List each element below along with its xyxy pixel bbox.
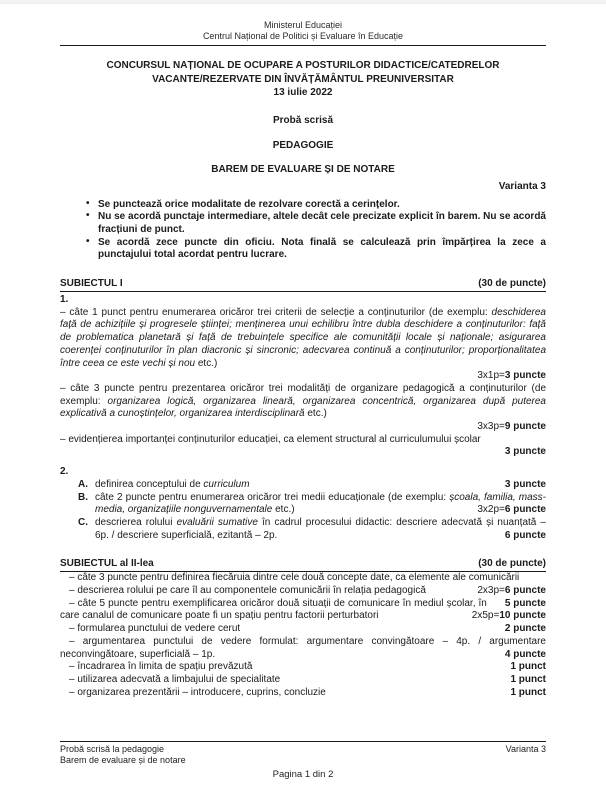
scoring-item — [60, 492, 546, 517]
criterion-text: – argumentarea punctului de vedere formulat: argumentare convingătoare – 4p. / argumentare neconvingătoare, superficială – 1p. — [60, 635, 546, 660]
score-line — [60, 446, 546, 459]
note-text: Nu se acordă punctaje intermediare, altele decât cele precizate explicit în barem. Nu se acordă fracțiuni de punct. — [98, 211, 546, 235]
score-value: 5 puncte — [504, 597, 546, 609]
scoring-item — [60, 598, 546, 623]
center-name: Centrul Național de Politici și Evaluare în Educație — [202, 31, 404, 41]
score-multiplier: 2x3p= — [477, 585, 505, 597]
criterion-text: – câte 1 punct pentru enumerarea oricăror trei criterii de selecție a conținuturilor (de exemplu: — [60, 306, 492, 318]
score — [477, 504, 546, 517]
variant-label: Varianta 3 — [498, 180, 546, 192]
score — [463, 610, 546, 623]
general-note — [60, 237, 546, 262]
score — [501, 687, 546, 700]
section-points: (30 de puncte) — [478, 278, 546, 290]
score-value: 3 puncte — [504, 446, 546, 458]
note-text: Se acordă zece puncte din oficiu. Nota finală se calculează prin împărțirea la zece a punctajului total acordat pentru lucrare. — [98, 236, 546, 261]
criterion-text: – încadrarea în limita de spațiu prevăzută — [69, 661, 253, 673]
scoring-item — [60, 623, 546, 636]
score — [501, 674, 546, 687]
example-text: curriculum — [203, 478, 250, 490]
criterion-text: câte 2 puncte pentru enumerarea oricăror trei medii educaționale (de exemplu: — [95, 491, 450, 503]
section-title: SUBIECTUL I — [60, 278, 123, 290]
contest-date: 13 iulie 2022 — [273, 87, 333, 98]
score — [496, 649, 546, 662]
score-value: 6 puncte — [504, 504, 546, 516]
scoring-item — [60, 307, 546, 371]
criterion-text: – formularea punctului de vedere cerut — [69, 623, 241, 635]
footer-row — [60, 744, 546, 766]
score-value: 3 puncte — [504, 370, 546, 382]
letterhead-rule — [60, 45, 546, 46]
criterion-text: definirea conceptului de — [95, 478, 204, 490]
criterion-text: – evidențierea importanței conținuturilor educației, ca element structural al curriculumului școlar — [60, 433, 481, 445]
letterhead — [60, 20, 546, 46]
score-value: 9 puncte — [504, 421, 546, 433]
discipline-name: PEDAGOGIE — [272, 139, 334, 151]
score-line — [60, 421, 546, 434]
page-content — [0, 4, 606, 699]
example-text: evaluării sumative — [176, 516, 258, 528]
score — [496, 623, 546, 636]
criterion-text: – câte 3 puncte pentru prezentarea oricăror trei modalități de organizare pedagogică a conținuturilor (de exemplu: — [60, 382, 546, 407]
score — [505, 479, 546, 492]
score-multiplier: 3x1p= — [477, 370, 505, 382]
general-note — [60, 199, 546, 212]
score — [477, 370, 546, 381]
scoring-item — [60, 479, 546, 492]
footer-rule — [60, 741, 546, 742]
page-footer — [60, 741, 546, 780]
score — [477, 421, 546, 432]
criterion-text: etc.) — [272, 504, 295, 516]
page-number: Pagina 1 din 2 — [272, 769, 334, 780]
score — [501, 661, 546, 674]
scoring-item — [60, 661, 546, 674]
scoring-item — [60, 674, 546, 687]
section — [60, 557, 546, 699]
sections — [60, 277, 546, 699]
note-text: Se punctează orice modalitate de rezolvare corectă a cerințelor. — [98, 198, 400, 210]
score-value: 10 puncte — [499, 610, 546, 622]
footer-exam-line: Probă scrisă la pedagogie — [60, 744, 165, 754]
score-value: 1 punct — [510, 686, 546, 698]
item-label: 2. — [60, 466, 69, 478]
general-note — [60, 211, 546, 236]
criterion-text: – câte 3 puncte pentru definirea fiecăruia dintre cele două concepte date, ca elemente ale comunicării — [69, 572, 520, 584]
score-value: 1 punct — [510, 661, 546, 673]
score — [496, 598, 546, 611]
score — [505, 530, 546, 543]
section-heading — [60, 557, 546, 572]
ministry-name: Ministerul Educației — [263, 20, 343, 30]
score-multiplier: 2x5p= — [471, 610, 500, 622]
scoring-item — [60, 517, 546, 542]
item-letter: C. — [78, 516, 88, 528]
score-multiplier: 3x2p= — [477, 504, 505, 516]
scoring-item — [60, 636, 546, 661]
scoring-item — [60, 383, 546, 421]
contest-title-line1: CONCURSUL NAȚIONAL DE OCUPARE A POSTURILOR DIDACTICE/CATEDRELOR — [106, 60, 500, 71]
score-value: 6 puncte — [504, 585, 546, 597]
contest-title — [60, 59, 546, 100]
score-value: 3 puncte — [504, 478, 546, 490]
section-points: (30 de puncte) — [478, 558, 546, 570]
example-text: organizarea logică, organizarea lineară, organizarea concentrică, organizarea după puterea explicativă a cunoștințelor, organizarea interdisciplinară — [60, 395, 546, 420]
score — [505, 446, 546, 457]
section — [60, 277, 546, 542]
item-label: 1. — [60, 294, 69, 306]
scoring-item — [60, 687, 546, 700]
bullet-icon: • — [86, 210, 90, 222]
item-letter: B. — [78, 491, 88, 503]
criterion-text: în cadrul procesului didactic: descriere adecvată și nuanțată – 6p. / descriere superficială, ezitantă – 2p. — [95, 516, 546, 541]
general-notes — [60, 199, 546, 263]
contest-title-line2: VACANTE/REZERVATE DIN ÎNVĂȚĂMÂNTUL PREUNIVERSITAR — [152, 73, 454, 85]
bullet-icon: • — [86, 197, 90, 209]
section-title: SUBIECTUL al II-lea — [60, 558, 154, 570]
score-line — [60, 370, 546, 383]
scoring-item — [60, 434, 546, 447]
footer-variant: Varianta 3 — [505, 744, 546, 754]
score-multiplier: 3x3p= — [477, 421, 505, 433]
score-value: 1 punct — [510, 674, 546, 685]
section-heading — [60, 277, 546, 292]
criterion-text: – câte 5 puncte pentru exemplificarea oricăror două situații de comunicare în mediul școlar, în care canalul de comunicare poate fi un spațiu pentru factorii perturbatori — [60, 597, 487, 622]
score — [468, 585, 546, 598]
criterion-text: etc.) — [195, 357, 218, 369]
example-text: școala, familia, mass-media, organizațiile nonguvernamentale — [95, 491, 546, 516]
barem-title: BAREM DE EVALUARE ȘI DE NOTARE — [211, 163, 395, 175]
example-text: deschiderea față de achizițiile și progresele științei; menținerea unui echilibru între dubla deschidere a conținuturilor: față de problematica planetară și față de trebuințele specifice ale comunității locale și naționale; asigurarea coerenței conținuturilor în plan diacronic și sincronic; adecvarea continuă a conținuturilor; proporționalitatea între ceea ce este vechi și nou — [60, 306, 546, 369]
item-letter: A. — [78, 478, 88, 490]
criterion-text: – organizarea prezentării – introducere, cuprins, concluzie — [69, 686, 326, 698]
criterion-text: etc.) — [304, 408, 327, 420]
footer-barem-line: Barem de evaluare și de notare — [60, 755, 186, 765]
criterion-text: – descrierea rolului pe care îl au componentele comunicării în relația pedagogică — [69, 585, 426, 597]
exam-type: Probă scrisă — [272, 114, 334, 126]
footer-left — [60, 744, 186, 766]
score-value: 4 puncte — [504, 648, 546, 660]
criterion-text: – utilizarea adecvată a limbajului de specialitate — [69, 674, 281, 685]
score-value: 2 puncte — [504, 623, 546, 635]
score-value: 6 puncte — [504, 529, 546, 541]
bullet-icon: • — [86, 235, 90, 247]
criterion-text: descrierea rolului — [95, 516, 177, 528]
